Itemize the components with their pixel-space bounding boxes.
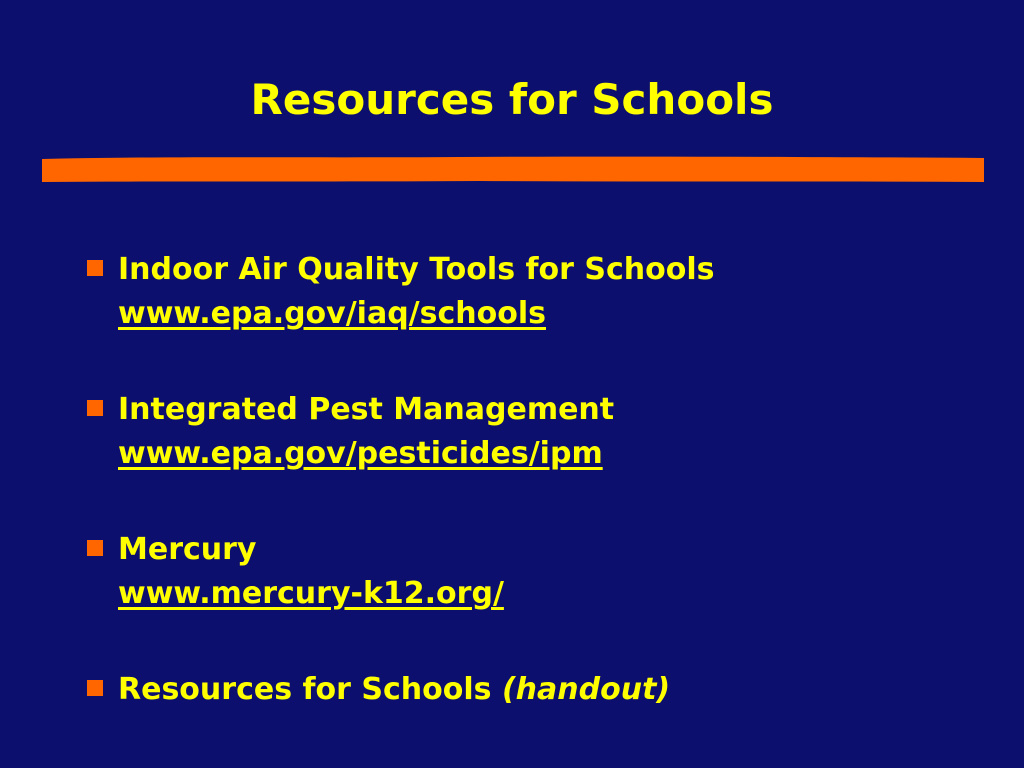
item-label-group [118, 670, 670, 710]
item-link[interactable]: www.epa.gov/pesticides/ipm [118, 436, 603, 471]
item-label-note: (handout) [501, 672, 671, 707]
item-link[interactable]: www.epa.gov/iaq/schools [118, 296, 546, 331]
square-bullet-icon [87, 680, 103, 696]
square-bullet-icon [87, 540, 103, 556]
slide-title: Resources for Schools [250, 75, 774, 124]
item-label: Integrated Pest Management [118, 392, 615, 427]
item-label: Mercury [118, 532, 257, 567]
item-label: Resources for Schools [118, 672, 492, 707]
item-link[interactable]: www.mercury-k12.org/ [118, 576, 504, 611]
square-bullet-icon [87, 260, 103, 276]
square-bullet-icon [87, 400, 103, 416]
orange-brush-divider [40, 148, 986, 192]
item-label: Indoor Air Quality Tools for Schools [118, 252, 715, 287]
